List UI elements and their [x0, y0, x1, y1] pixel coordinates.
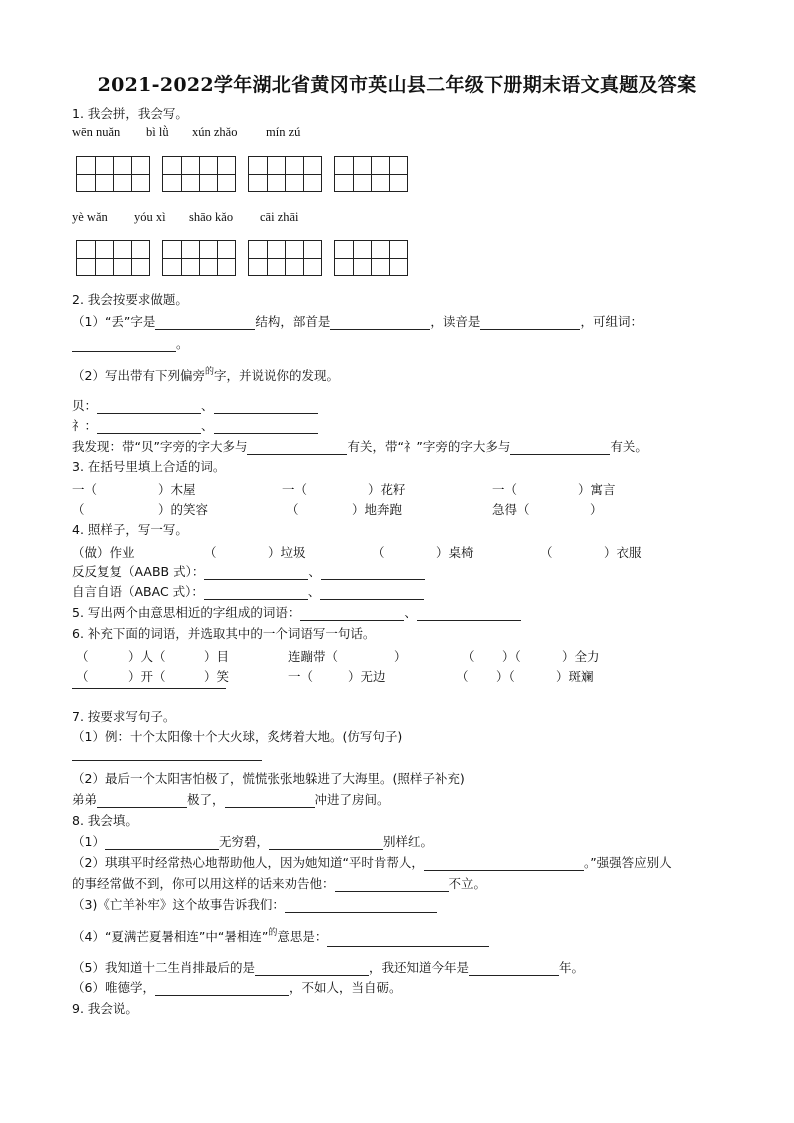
answer-blank[interactable] — [225, 795, 315, 808]
q8-part2: （2）琪琪平时经常热心地帮助他人，因为她知道“平时肯帮人， 。”强强答应别人 — [72, 855, 672, 870]
answer-blank[interactable] — [321, 567, 425, 580]
answer-blank[interactable] — [155, 317, 255, 330]
q1-heading: 1. 我会拼，我会写。 — [72, 106, 188, 121]
q6-sentence-blank[interactable] — [72, 688, 226, 689]
answer-blank[interactable] — [510, 442, 610, 455]
answer-blank[interactable] — [330, 317, 430, 330]
q2-bei-row: 贝： 、 — [72, 398, 318, 414]
pinyin-yewan: yè wǎn — [72, 210, 108, 224]
answer-blank[interactable] — [285, 900, 437, 913]
answer-blank[interactable] — [97, 421, 201, 434]
answer-blank[interactable] — [320, 587, 424, 600]
q7-part2: （2）最后一个太阳害怕极了，慌慌张张地躲进了大海里。(照样子补充) — [72, 771, 465, 786]
q6-heading: 6. 补充下面的词语，并选取其中的一个词语写一句话。 — [72, 626, 376, 641]
pinyin-wennuan: wēn nuǎn — [72, 125, 121, 139]
pinyin-shaokao: shāo kǎo — [189, 210, 234, 224]
writing-box[interactable] — [162, 240, 236, 276]
q8-part5: （5）我知道十二生肖排最后的是 ，我还知道今年是 年。 — [72, 960, 584, 975]
q4-abac: 自言自语（ABAC 式）： 、 — [72, 584, 424, 600]
q8-part2-cont: 的事经常做不到，你可以用这样的话来劝告他： 不立。 — [72, 876, 487, 891]
answer-blank[interactable] — [97, 795, 187, 808]
q7-heading: 7. 按要求写句子。 — [72, 709, 176, 724]
q8-part3: （3)《亡羊补牢》这个故事告诉我们： — [72, 897, 437, 913]
q8-part4: （4）“夏满芒夏暑相连”中“暑相连”$^的$意思是： — [72, 929, 489, 947]
q4-aabb: 反反复复（AABB 式）： 、 — [72, 564, 425, 580]
q2-part1-cont: 。 — [72, 336, 189, 352]
answer-blank[interactable] — [269, 837, 383, 850]
answer-blank[interactable] — [214, 401, 318, 414]
tianzige-row-2 — [76, 240, 416, 276]
writing-box[interactable] — [76, 240, 150, 276]
q8-heading: 8. 我会填。 — [72, 813, 138, 828]
q4-heading: 4. 照样子，写一写。 — [72, 522, 188, 537]
q2-heading: 2. 我会按要求做题。 — [72, 292, 188, 307]
answer-blank[interactable] — [214, 421, 318, 434]
pinyin-youxi: yóu xì — [134, 210, 166, 224]
q5-line: 5. 写出两个由意思相近的字组成的词语： 、 — [72, 605, 521, 621]
writing-box[interactable] — [334, 240, 408, 276]
answer-blank[interactable] — [204, 587, 308, 600]
q7-part1: （1）例：十个太阳像十个大火球，炙烤着大地。(仿写句子) — [72, 729, 403, 744]
answer-blank[interactable] — [72, 339, 176, 352]
answer-blank[interactable] — [255, 963, 369, 976]
answer-blank[interactable] — [469, 963, 559, 976]
writing-box[interactable] — [162, 156, 236, 192]
answer-blank[interactable] — [335, 879, 449, 892]
pinyin-minzu: mín zú — [266, 125, 301, 139]
answer-blank[interactable] — [480, 317, 580, 330]
answer-blank[interactable] — [327, 934, 489, 947]
q9-heading: 9. 我会说。 — [72, 1001, 138, 1016]
q2-part2: （2）写出带有下列偏旁$^的$字，并说说你的发现。 — [72, 367, 339, 383]
answer-blank[interactable] — [155, 983, 289, 996]
q8-part1: （1） 无穷碧， 别样红。 — [72, 834, 433, 849]
writing-box[interactable] — [248, 156, 322, 192]
q8-part6: （6）唯德学， ，不如人，当自砺。 — [72, 980, 402, 995]
q7-part1-blank[interactable] — [72, 760, 262, 761]
pinyin-xunzhao: xún zhǎo — [192, 125, 238, 139]
q2-yi-row: 礻： 、 — [72, 418, 318, 434]
q7-part2-fill: 弟弟 极了， 冲进了房间。 — [72, 792, 390, 807]
tianzige-row-1 — [76, 156, 416, 192]
q2-part1: （1）“丢”字是 结构，部首是 ，读音是 ，可组词： — [72, 314, 643, 329]
answer-blank[interactable] — [105, 837, 219, 850]
q2-finding: 我发现：带“贝”字旁的字大多与 有关，带“礻”字旁的字大多与 有关。 — [72, 439, 648, 454]
answer-blank[interactable] — [300, 608, 404, 621]
answer-blank[interactable] — [417, 608, 521, 621]
answer-blank[interactable] — [204, 567, 308, 580]
page-title: 2021-2022学年湖北省黄冈市英山县二年级下册期末语文真题及答案 — [97, 74, 697, 96]
answer-blank[interactable] — [247, 442, 347, 455]
pinyin-caizhai: cāi zhāi — [260, 210, 299, 224]
answer-blank[interactable] — [424, 858, 584, 871]
answer-blank[interactable] — [97, 401, 201, 414]
writing-box[interactable] — [76, 156, 150, 192]
pinyin-bilv: bì lǜ — [146, 125, 169, 139]
writing-box[interactable] — [334, 156, 408, 192]
writing-box[interactable] — [248, 240, 322, 276]
q3-heading: 3. 在括号里填上合适的词。 — [72, 459, 226, 474]
